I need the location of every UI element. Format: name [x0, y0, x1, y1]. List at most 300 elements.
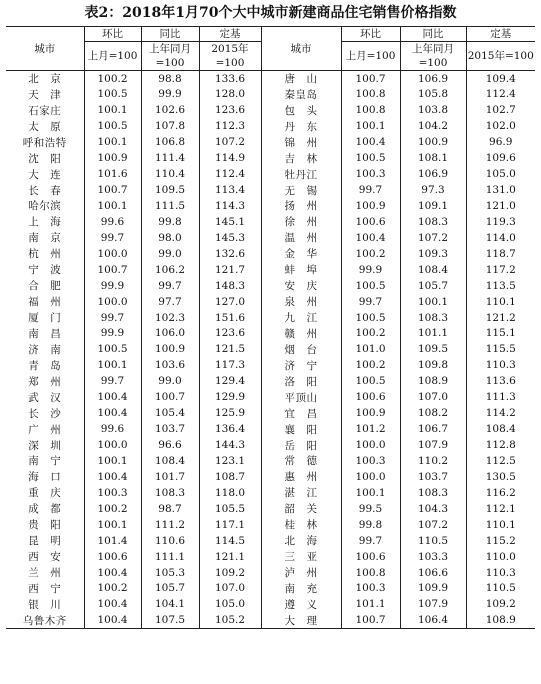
base-value-right: 115.5 — [466, 341, 535, 357]
base-value-right: 96.9 — [466, 134, 535, 150]
col-subheader-yoy-left: 上年同月=100 — [141, 42, 199, 71]
mom-value-left: 100.1 — [84, 198, 141, 214]
base-value-left: 127.0 — [199, 294, 261, 310]
city-name-left: 深 圳 — [28, 439, 62, 452]
yoy-value-left: 98.0 — [141, 230, 199, 246]
table-row — [6, 134, 535, 150]
yoy-value-right: 106.4 — [400, 612, 466, 628]
table-row — [6, 357, 535, 373]
city-name-left: 海 口 — [28, 471, 62, 484]
yoy-value-right: 108.3 — [400, 310, 466, 326]
yoy-value-right: 108.3 — [400, 214, 466, 230]
yoy-value-left: 99.9 — [141, 86, 199, 102]
yoy-value-right: 109.8 — [400, 357, 466, 373]
base-value-right: 117.2 — [466, 262, 535, 278]
base-value-right: 114.2 — [466, 405, 535, 421]
city-name-right: 襄 阳 — [261, 421, 341, 437]
base-value-right: 115.2 — [466, 533, 535, 549]
city-name-left: 广 州 — [28, 423, 62, 436]
mom-value-left: 100.1 — [84, 453, 141, 469]
yoy-value-left: 106.0 — [141, 326, 199, 342]
table-row — [6, 230, 535, 246]
yoy-value-right: 97.3 — [400, 182, 466, 198]
yoy-value-right: 103.7 — [400, 469, 466, 485]
mom-value-left: 100.0 — [84, 294, 141, 310]
city-name-right: 南 充 — [261, 581, 341, 597]
city-name-left: 南 京 — [28, 232, 62, 245]
mom-value-right: 100.5 — [341, 150, 400, 166]
table-row — [6, 565, 535, 581]
base-value-right: 112.1 — [466, 501, 535, 517]
table-row — [6, 501, 535, 517]
base-value-right: 113.5 — [466, 278, 535, 294]
mom-value-right: 100.3 — [341, 453, 400, 469]
yoy-value-left: 102.3 — [141, 310, 199, 326]
col-header-base-left: 定基 — [199, 27, 261, 42]
yoy-value-left: 101.7 — [141, 469, 199, 485]
city-name-left: 长 春 — [28, 184, 62, 197]
yoy-value-right: 107.2 — [400, 517, 466, 533]
table-row — [6, 533, 535, 549]
city-name-left: 福 州 — [28, 296, 62, 309]
col-subheader-mom-left: 上月=100 — [84, 42, 141, 71]
col-header-yoy-left: 同比 — [141, 27, 199, 42]
table-row — [6, 389, 535, 405]
base-value-right: 121.2 — [466, 310, 535, 326]
table-row — [6, 517, 535, 533]
mom-value-left: 100.2 — [84, 71, 141, 87]
mom-value-left: 99.7 — [84, 373, 141, 389]
mom-value-left: 100.5 — [84, 118, 141, 134]
base-value-right: 111.3 — [466, 389, 535, 405]
mom-value-right: 100.5 — [341, 278, 400, 294]
table-row — [6, 596, 535, 612]
yoy-value-right: 107.0 — [400, 389, 466, 405]
base-value-right: 112.4 — [466, 86, 535, 102]
col-header-base-right: 定基 — [466, 27, 535, 42]
mom-value-right: 100.9 — [341, 405, 400, 421]
base-value-left: 107.2 — [199, 134, 261, 150]
base-value-left: 117.1 — [199, 517, 261, 533]
col-header-mom-right: 环比 — [341, 27, 400, 42]
col-header-mom-left: 环比 — [84, 27, 141, 42]
city-name-left: 兰 州 — [28, 567, 62, 580]
yoy-value-left: 105.4 — [141, 405, 199, 421]
city-name-right: 三 亚 — [261, 549, 341, 565]
base-value-left: 125.9 — [199, 405, 261, 421]
yoy-value-right: 107.9 — [400, 596, 466, 612]
base-value-right: 130.5 — [466, 469, 535, 485]
city-name-right: 岳 阳 — [261, 437, 341, 453]
base-value-right: 110.5 — [466, 581, 535, 597]
table-row — [6, 198, 535, 214]
mom-value-right: 100.6 — [341, 549, 400, 565]
yoy-value-right: 103.8 — [400, 102, 466, 118]
table-row — [6, 71, 535, 87]
mom-value-left: 100.1 — [84, 102, 141, 118]
mom-value-left: 100.1 — [84, 517, 141, 533]
city-name-left: 杭 州 — [28, 248, 62, 261]
col-subheader-base-right: 2015年=100 — [466, 42, 535, 71]
table-row — [6, 102, 535, 118]
yoy-value-right: 109.3 — [400, 246, 466, 262]
base-value-right: 109.2 — [466, 596, 535, 612]
mom-value-right: 99.5 — [341, 501, 400, 517]
base-value-left: 113.4 — [199, 182, 261, 198]
mom-value-left: 100.9 — [84, 150, 141, 166]
city-name-left: 合 肥 — [28, 280, 62, 293]
city-name-left: 厦 门 — [28, 312, 62, 325]
mom-value-left: 101.6 — [84, 166, 141, 182]
city-name-left: 南 昌 — [28, 327, 62, 340]
yoy-value-right: 108.1 — [400, 150, 466, 166]
mom-value-left: 100.4 — [84, 389, 141, 405]
base-value-right: 110.1 — [466, 517, 535, 533]
base-value-right: 108.9 — [466, 612, 535, 628]
city-name-left: 乌鲁木齐 — [6, 612, 84, 628]
city-name-left: 西 宁 — [28, 582, 62, 595]
city-name-left: 长 沙 — [28, 407, 62, 420]
base-value-left: 133.6 — [199, 71, 261, 87]
yoy-value-left: 111.1 — [141, 549, 199, 565]
mom-value-right: 100.8 — [341, 86, 400, 102]
price-index-table — [6, 26, 535, 629]
mom-value-right: 100.0 — [341, 437, 400, 453]
mom-value-right: 100.2 — [341, 357, 400, 373]
yoy-value-right: 106.6 — [400, 565, 466, 581]
base-value-left: 121.1 — [199, 549, 261, 565]
city-name-left: 上 海 — [28, 216, 62, 229]
yoy-value-right: 107.2 — [400, 230, 466, 246]
city-name-left: 贵 阳 — [28, 519, 62, 532]
table-title: 表2：2018年1月70个大中城市新建商品住宅销售价格指数 — [84, 5, 457, 21]
mom-value-right: 100.4 — [341, 230, 400, 246]
yoy-value-right: 110.2 — [400, 453, 466, 469]
city-name-right: 包 头 — [261, 102, 341, 118]
base-value-left: 136.4 — [199, 421, 261, 437]
city-name-right: 九 江 — [261, 310, 341, 326]
table-row — [6, 453, 535, 469]
base-value-left: 112.3 — [199, 118, 261, 134]
city-name-right: 湛 江 — [261, 485, 341, 501]
city-name-left: 太 原 — [28, 120, 62, 133]
mom-value-right: 100.4 — [341, 134, 400, 150]
yoy-value-right: 106.9 — [400, 166, 466, 182]
yoy-value-right: 109.1 — [400, 198, 466, 214]
yoy-value-left: 106.2 — [141, 262, 199, 278]
yoy-value-left: 111.5 — [141, 198, 199, 214]
base-value-right: 113.6 — [466, 373, 535, 389]
city-name-right: 泉 州 — [261, 294, 341, 310]
city-name-right: 北 海 — [261, 533, 341, 549]
col-header-city-right: 城市 — [261, 27, 341, 71]
yoy-value-left: 96.6 — [141, 437, 199, 453]
table-row — [6, 246, 535, 262]
table-row — [6, 405, 535, 421]
yoy-value-left: 108.4 — [141, 453, 199, 469]
city-name-right: 常 德 — [261, 453, 341, 469]
city-name-right: 唐 山 — [261, 71, 341, 87]
yoy-value-left: 100.7 — [141, 389, 199, 405]
mom-value-right: 100.3 — [341, 166, 400, 182]
base-value-left: 121.5 — [199, 341, 261, 357]
city-name-right: 牡丹江 — [261, 166, 341, 182]
base-value-right: 110.3 — [466, 565, 535, 581]
base-value-right: 116.2 — [466, 485, 535, 501]
city-name-left: 石家庄 — [28, 104, 62, 117]
yoy-value-right: 109.9 — [400, 581, 466, 597]
yoy-value-right: 104.2 — [400, 118, 466, 134]
mom-value-right: 100.8 — [341, 565, 400, 581]
yoy-value-left: 98.8 — [141, 71, 199, 87]
yoy-value-left: 109.5 — [141, 182, 199, 198]
yoy-value-right: 106.7 — [400, 421, 466, 437]
mom-value-right: 99.7 — [341, 533, 400, 549]
city-name-left: 南 宁 — [28, 455, 62, 468]
mom-value-right: 100.2 — [341, 326, 400, 342]
base-value-right: 121.0 — [466, 198, 535, 214]
city-name-left: 呼和浩特 — [22, 136, 67, 149]
mom-value-left: 100.2 — [84, 581, 141, 597]
base-value-left: 145.3 — [199, 230, 261, 246]
base-value-left: 128.0 — [199, 86, 261, 102]
yoy-value-right: 105.7 — [400, 278, 466, 294]
base-value-left: 105.0 — [199, 596, 261, 612]
yoy-value-left: 110.6 — [141, 533, 199, 549]
mom-value-left: 100.4 — [84, 596, 141, 612]
mom-value-left: 100.0 — [84, 437, 141, 453]
city-name-right: 遵 义 — [261, 596, 341, 612]
mom-value-left: 99.6 — [84, 421, 141, 437]
yoy-value-left: 111.2 — [141, 517, 199, 533]
base-value-left: 123.1 — [199, 453, 261, 469]
mom-value-left: 100.7 — [84, 182, 141, 198]
yoy-value-left: 99.0 — [141, 246, 199, 262]
mom-value-right: 99.9 — [341, 262, 400, 278]
city-name-right: 济 宁 — [261, 357, 341, 373]
mom-value-right: 100.6 — [341, 214, 400, 230]
yoy-value-left: 105.7 — [141, 581, 199, 597]
city-name-left: 沈 阳 — [28, 152, 62, 165]
base-value-right: 115.1 — [466, 326, 535, 342]
table-row — [6, 166, 535, 182]
yoy-value-right: 108.4 — [400, 262, 466, 278]
mom-value-left: 99.9 — [84, 278, 141, 294]
yoy-value-left: 102.6 — [141, 102, 199, 118]
yoy-value-right: 100.1 — [400, 294, 466, 310]
mom-value-left: 100.4 — [84, 612, 141, 628]
city-name-right: 洛 阳 — [261, 373, 341, 389]
city-name-right: 大 理 — [261, 612, 341, 628]
base-value-right: 109.4 — [466, 71, 535, 87]
base-value-right: 118.7 — [466, 246, 535, 262]
base-value-right: 110.1 — [466, 294, 535, 310]
mom-value-left: 99.9 — [84, 326, 141, 342]
base-value-right: 108.4 — [466, 421, 535, 437]
mom-value-left: 99.7 — [84, 230, 141, 246]
mom-value-left: 100.0 — [84, 246, 141, 262]
yoy-value-left: 97.7 — [141, 294, 199, 310]
base-value-left: 118.0 — [199, 485, 261, 501]
city-name-right: 泸 州 — [261, 565, 341, 581]
mom-value-left: 100.5 — [84, 341, 141, 357]
city-name-right: 赣 州 — [261, 326, 341, 342]
table-row — [6, 310, 535, 326]
base-value-left: 109.2 — [199, 565, 261, 581]
mom-value-right: 100.5 — [341, 373, 400, 389]
mom-value-left: 100.4 — [84, 565, 141, 581]
city-name-left: 郑 州 — [28, 375, 62, 388]
city-name-left: 天 津 — [28, 88, 62, 101]
base-value-right: 114.0 — [466, 230, 535, 246]
base-value-left: 129.4 — [199, 373, 261, 389]
city-name-left: 青 岛 — [28, 359, 62, 372]
yoy-value-right: 104.3 — [400, 501, 466, 517]
yoy-value-right: 110.5 — [400, 533, 466, 549]
table-row — [6, 326, 535, 342]
city-name-left: 重 庆 — [28, 487, 62, 500]
yoy-value-left: 98.7 — [141, 501, 199, 517]
yoy-value-left: 103.6 — [141, 357, 199, 373]
yoy-value-right: 100.9 — [400, 134, 466, 150]
base-value-left: 145.1 — [199, 214, 261, 230]
mom-value-left: 100.2 — [84, 501, 141, 517]
mom-value-left: 101.4 — [84, 533, 141, 549]
city-name-right: 吉 林 — [261, 150, 341, 166]
col-header-city-left: 城市 — [6, 27, 84, 71]
city-name-right: 蚌 埠 — [261, 262, 341, 278]
table-row — [6, 421, 535, 437]
base-value-left: 108.7 — [199, 469, 261, 485]
city-name-right: 无 锡 — [261, 182, 341, 198]
yoy-value-left: 104.1 — [141, 596, 199, 612]
yoy-value-left: 108.3 — [141, 485, 199, 501]
base-value-left: 112.4 — [199, 166, 261, 182]
table-row — [6, 150, 535, 166]
city-name-left: 宁 波 — [28, 264, 62, 277]
yoy-value-left: 99.0 — [141, 373, 199, 389]
base-value-left: 123.6 — [199, 102, 261, 118]
city-name-left: 成 都 — [28, 503, 62, 516]
city-name-right: 金 华 — [261, 246, 341, 262]
mom-value-right: 101.2 — [341, 421, 400, 437]
city-name-right: 扬 州 — [261, 198, 341, 214]
yoy-value-right: 105.8 — [400, 86, 466, 102]
base-value-left: 148.3 — [199, 278, 261, 294]
city-name-left: 大 连 — [28, 168, 62, 181]
col-subheader-base-left: 2015年=100 — [199, 42, 261, 71]
city-name-right: 徐 州 — [261, 214, 341, 230]
base-value-right: 102.7 — [466, 102, 535, 118]
mom-value-left: 99.6 — [84, 214, 141, 230]
city-name-left: 银 川 — [28, 598, 62, 611]
mom-value-right: 101.0 — [341, 341, 400, 357]
city-name-right: 秦皇岛 — [261, 86, 341, 102]
mom-value-left: 100.4 — [84, 469, 141, 485]
base-value-left: 123.6 — [199, 326, 261, 342]
base-value-right: 131.0 — [466, 182, 535, 198]
table-row — [6, 341, 535, 357]
table-row — [6, 469, 535, 485]
mom-value-right: 99.7 — [341, 182, 400, 198]
yoy-value-left: 103.7 — [141, 421, 199, 437]
mom-value-right: 100.7 — [341, 71, 400, 87]
mom-value-right: 100.3 — [341, 581, 400, 597]
city-name-right: 安 庆 — [261, 278, 341, 294]
mom-value-right: 99.8 — [341, 517, 400, 533]
mom-value-right: 100.5 — [341, 310, 400, 326]
yoy-value-right: 103.3 — [400, 549, 466, 565]
base-value-left: 105.2 — [199, 612, 261, 628]
mom-value-right: 100.1 — [341, 118, 400, 134]
base-value-left: 144.3 — [199, 437, 261, 453]
table-row — [6, 294, 535, 310]
table-row — [6, 262, 535, 278]
mom-value-right: 99.7 — [341, 294, 400, 310]
city-name-right: 平顶山 — [261, 389, 341, 405]
yoy-value-left: 107.8 — [141, 118, 199, 134]
base-value-right: 112.5 — [466, 453, 535, 469]
mom-value-right: 101.1 — [341, 596, 400, 612]
base-value-right: 105.0 — [466, 166, 535, 182]
yoy-value-left: 105.3 — [141, 565, 199, 581]
table-row — [6, 581, 535, 597]
city-name-right: 锦 州 — [261, 134, 341, 150]
city-name-right: 桂 林 — [261, 517, 341, 533]
base-value-right: 109.6 — [466, 150, 535, 166]
table-row — [6, 437, 535, 453]
table-row — [6, 549, 535, 565]
mom-value-left: 100.3 — [84, 485, 141, 501]
table-body — [6, 71, 535, 629]
table-row — [6, 278, 535, 294]
base-value-left: 114.3 — [199, 198, 261, 214]
table-row — [6, 373, 535, 389]
city-name-right: 烟 台 — [261, 341, 341, 357]
city-name-right: 温 州 — [261, 230, 341, 246]
city-name-right: 丹 东 — [261, 118, 341, 134]
mom-value-left: 100.6 — [84, 549, 141, 565]
table-row — [6, 118, 535, 134]
mom-value-left: 100.1 — [84, 357, 141, 373]
base-value-right: 110.3 — [466, 357, 535, 373]
mom-value-left: 99.7 — [84, 310, 141, 326]
col-subheader-yoy-right: 上年同月=100 — [400, 42, 466, 71]
col-header-yoy-right: 同比 — [400, 27, 466, 42]
base-value-left: 132.6 — [199, 246, 261, 262]
city-name-left: 昆 明 — [28, 535, 62, 548]
yoy-value-right: 107.9 — [400, 437, 466, 453]
yoy-value-right: 108.9 — [400, 373, 466, 389]
mom-value-left: 100.1 — [84, 134, 141, 150]
yoy-value-left: 110.4 — [141, 166, 199, 182]
yoy-value-left: 106.8 — [141, 134, 199, 150]
yoy-value-right: 109.5 — [400, 341, 466, 357]
table-row — [6, 182, 535, 198]
yoy-value-right: 101.1 — [400, 326, 466, 342]
base-value-left: 121.7 — [199, 262, 261, 278]
city-name-left: 北 京 — [28, 73, 62, 86]
mom-value-right: 100.9 — [341, 198, 400, 214]
base-value-left: 117.3 — [199, 357, 261, 373]
col-subheader-mom-right: 上月=100 — [341, 42, 400, 71]
city-name-left: 济 南 — [28, 343, 62, 356]
yoy-value-right: 108.3 — [400, 485, 466, 501]
base-value-right: 119.3 — [466, 214, 535, 230]
yoy-value-left: 100.9 — [141, 341, 199, 357]
city-name-left: 哈尔滨 — [28, 200, 62, 213]
city-name-left: 武 汉 — [28, 391, 62, 404]
